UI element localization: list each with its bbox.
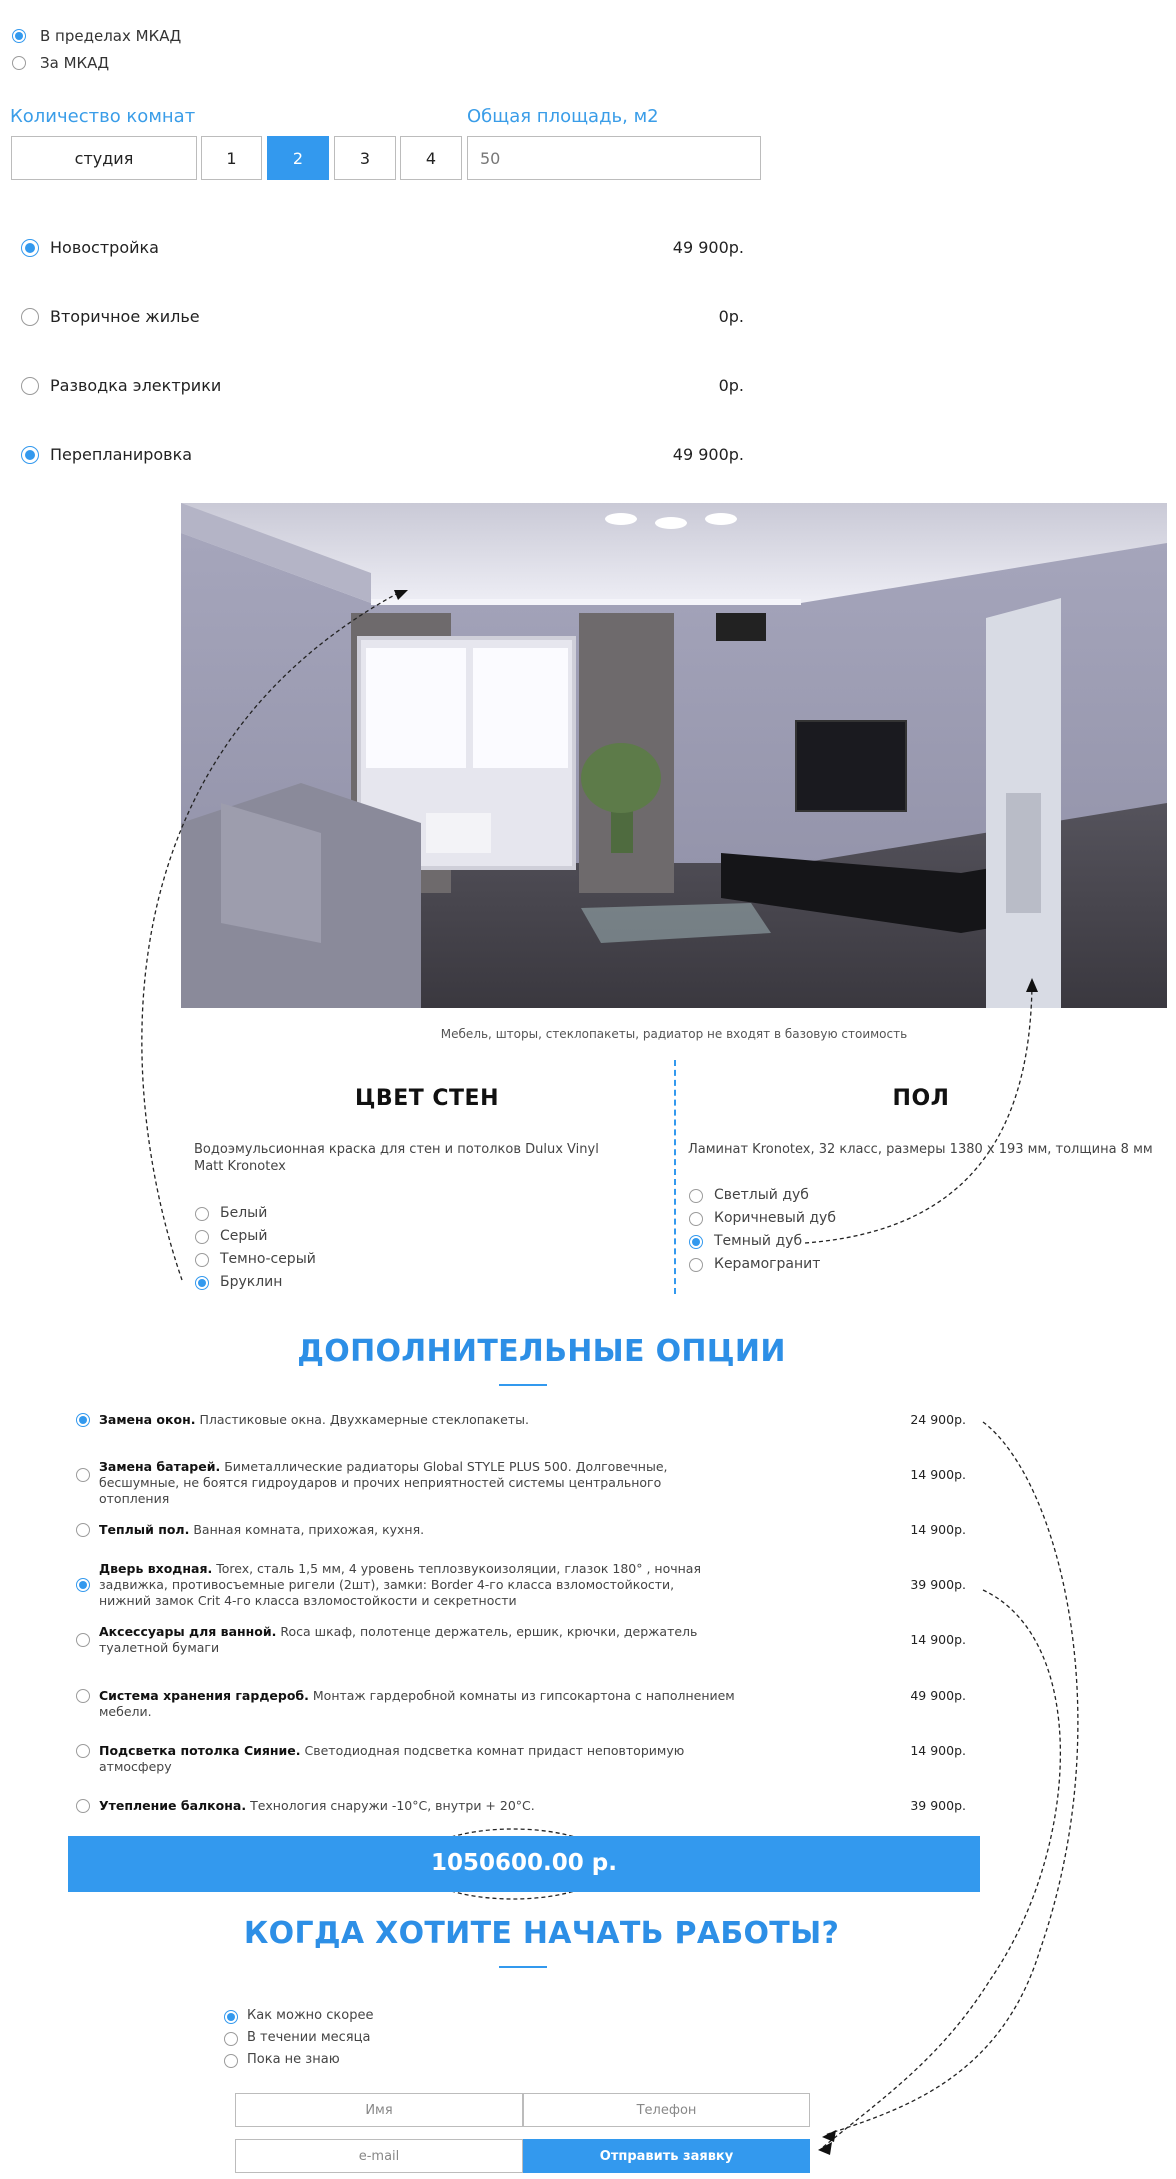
service-label-new-building: Новостройка [50, 238, 159, 257]
extra-radio-radiators[interactable] [76, 1468, 90, 1482]
arrowhead-form-2 [818, 2142, 832, 2155]
service-label-electrics: Разводка электрики [50, 376, 222, 395]
extra-desc-warm-floor: Ванная комната, прихожая, кухня. [193, 1522, 425, 1537]
wall-label-dark-grey: Темно-серый [220, 1251, 316, 1267]
arrowhead-photo-right [1026, 978, 1038, 992]
room-btn-2[interactable]: 2 [267, 136, 329, 180]
area-label: Общая площадь, м2 [467, 106, 659, 127]
extra-radio-door[interactable] [76, 1578, 90, 1592]
wall-radio-dark-grey[interactable] [195, 1253, 209, 1267]
phone-input[interactable]: Телефон [523, 2093, 810, 2127]
location-label-outside: За МКАД [40, 54, 110, 72]
room-btn-3[interactable]: 3 [334, 136, 396, 180]
extra-price-windows: 24 900р. [910, 1412, 966, 1427]
extra-text-ceiling-light [99, 1743, 739, 1775]
extra-name-warm-floor: Теплый пол. [99, 1522, 190, 1537]
floor-description: Ламинат Kronotex, 32 класс, размеры 1380 х 193 мм, толщина 8 мм [688, 1142, 1153, 1157]
wall-radio-white[interactable] [195, 1207, 209, 1221]
extra-radio-balcony[interactable] [76, 1799, 90, 1813]
extra-text-wardrobe [99, 1688, 739, 1720]
extra-name-windows: Замена окон. [99, 1412, 196, 1427]
service-price-secondary: 0р. [718, 307, 744, 326]
location-label-inside: В пределах МКАД [40, 27, 182, 45]
walls-floor-divider [674, 1060, 676, 1294]
room-btn-4[interactable]: 4 [400, 136, 462, 180]
extra-price-radiators: 14 900р. [910, 1467, 966, 1482]
floor-radio-ceramic[interactable] [689, 1258, 703, 1272]
extra-price-wardrobe: 49 900р. [910, 1688, 966, 1703]
extra-desc-door: Torex, сталь 1,5 мм, 4 уровень теплозвукоизоляции, глазок 180° , ночная задвижка, противосъемные ригели (2шт), замки: Border 4-го класса взломостойкости, нижний замок Crit 4-го класса взломостойкости и секретности [99, 1561, 701, 1608]
extra-name-bath-accessories: Аксессуары для ванной. [99, 1624, 277, 1639]
extras-title-underline [499, 1384, 547, 1386]
extra-text-windows [99, 1412, 709, 1428]
start-radio-asap[interactable] [224, 2010, 238, 2024]
extra-name-wardrobe: Система хранения гардероб. [99, 1688, 309, 1703]
extra-price-ceiling-light: 14 900р. [910, 1743, 966, 1758]
wall-label-white: Белый [220, 1205, 268, 1221]
extra-desc-ceiling-light: Светодиодная подсветка комнат придаст неповторимую атмосферу [99, 1743, 685, 1774]
extra-price-warm-floor: 14 900р. [910, 1522, 966, 1537]
extra-radio-bath-accessories[interactable] [76, 1633, 90, 1647]
service-label-replanning: Перепланировка [50, 445, 193, 464]
name-input[interactable]: Имя [235, 2093, 523, 2127]
total-bar [68, 1836, 980, 1892]
start-radio-month[interactable] [224, 2032, 238, 2046]
floor-title: ПОЛ [892, 1086, 950, 1111]
extra-desc-bath-accessories: Roca шкаф, полотенце держатель, ершик, крючки, держатель туалетной бумаги [99, 1624, 698, 1655]
extra-text-door [99, 1561, 709, 1609]
room-btn-1[interactable]: 1 [201, 136, 262, 180]
arrow-walls-to-photo [142, 592, 400, 1280]
extra-text-balcony [99, 1798, 709, 1814]
extra-price-bath-accessories: 14 900р. [910, 1632, 966, 1647]
extra-radio-windows[interactable] [76, 1413, 90, 1427]
arrowhead-photo-left [394, 590, 408, 600]
submit-button[interactable]: Отправить заявку [523, 2139, 810, 2173]
extra-radio-ceiling-light[interactable] [76, 1744, 90, 1758]
extra-desc-balcony: Технология снаружи -10°С, внутри + 20°С. [250, 1798, 535, 1813]
extra-radio-warm-floor[interactable] [76, 1523, 90, 1537]
extra-name-ceiling-light: Подсветка потолка Сияние. [99, 1743, 301, 1758]
start-title: КОГДА ХОТИТЕ НАЧАТЬ РАБОТЫ? [243, 1916, 840, 1951]
extra-text-warm-floor [99, 1522, 709, 1538]
start-label-month: В течении месяца [247, 2030, 371, 2045]
service-price-replanning: 49 900р. [672, 445, 744, 464]
extras-title: ДОПОЛНИТЕЛЬНЫЕ ОПЦИИ [297, 1334, 786, 1369]
extra-desc-windows: Пластиковые окна. Двухкамерные стеклопакеты. [199, 1412, 529, 1427]
extra-text-radiators [99, 1459, 709, 1507]
floor-radio-brown-oak[interactable] [689, 1212, 703, 1226]
wall-radio-brooklyn[interactable] [195, 1276, 209, 1290]
floor-label-light-oak: Светлый дуб [714, 1187, 809, 1203]
floor-label-ceramic: Керамогранит [714, 1256, 821, 1272]
wall-label-grey: Серый [220, 1228, 268, 1244]
rooms-label: Количество комнат [10, 106, 196, 127]
start-radio-unknown[interactable] [224, 2054, 238, 2068]
start-title-underline [499, 1966, 547, 1968]
floor-label-brown-oak: Коричневый дуб [714, 1210, 836, 1226]
wall-radio-grey[interactable] [195, 1230, 209, 1244]
photo-caption: Мебель, шторы, стеклопакеты, радиатор не входят в базовую стоимость [440, 1027, 908, 1041]
service-price-electrics: 0р. [718, 376, 744, 395]
floor-radio-light-oak[interactable] [689, 1189, 703, 1203]
start-label-unknown: Пока не знаю [247, 2052, 340, 2067]
extra-name-balcony: Утепление балкона. [99, 1798, 247, 1813]
service-label-secondary: Вторичное жилье [50, 307, 200, 326]
extra-text-bath-accessories [99, 1624, 709, 1656]
floor-label-dark-oak: Темный дуб [714, 1233, 803, 1249]
floor-radio-dark-oak[interactable] [689, 1235, 703, 1249]
email-input[interactable]: e-mail [235, 2139, 523, 2173]
extra-name-door: Дверь входная. [99, 1561, 213, 1576]
extra-price-balcony: 39 900р. [910, 1798, 966, 1813]
extra-price-door: 39 900р. [910, 1577, 966, 1592]
extra-desc-wardrobe: Монтаж гардеробной комнаты из гипсокартона с наполнением мебели. [99, 1688, 735, 1719]
extra-radio-wardrobe[interactable] [76, 1689, 90, 1703]
wall-label-brooklyn: Бруклин [220, 1274, 283, 1290]
extra-name-radiators: Замена батарей. [99, 1459, 221, 1474]
service-price-new-building: 49 900р. [672, 238, 744, 257]
start-label-asap: Как можно скорее [247, 2008, 374, 2023]
arrow-floor-to-photo [805, 985, 1032, 1243]
walls-title: ЦВЕТ СТЕН [355, 1086, 499, 1111]
room-btn-studio[interactable]: студия [11, 136, 197, 180]
extra-desc-radiators: Биметаллические радиаторы Global STYLE PLUS 500. Долговечные, бесшумные, не боятся гидроударов и прочих неприятностей системы центрального отопления [99, 1459, 668, 1506]
total-value: 1050600.00 р. [431, 1850, 617, 1876]
walls-description: Водоэмульсионная краска для стен и потолков Dulux Vinyl Matt Kronotex [194, 1142, 599, 1174]
arrowhead-form-1 [822, 2130, 836, 2142]
